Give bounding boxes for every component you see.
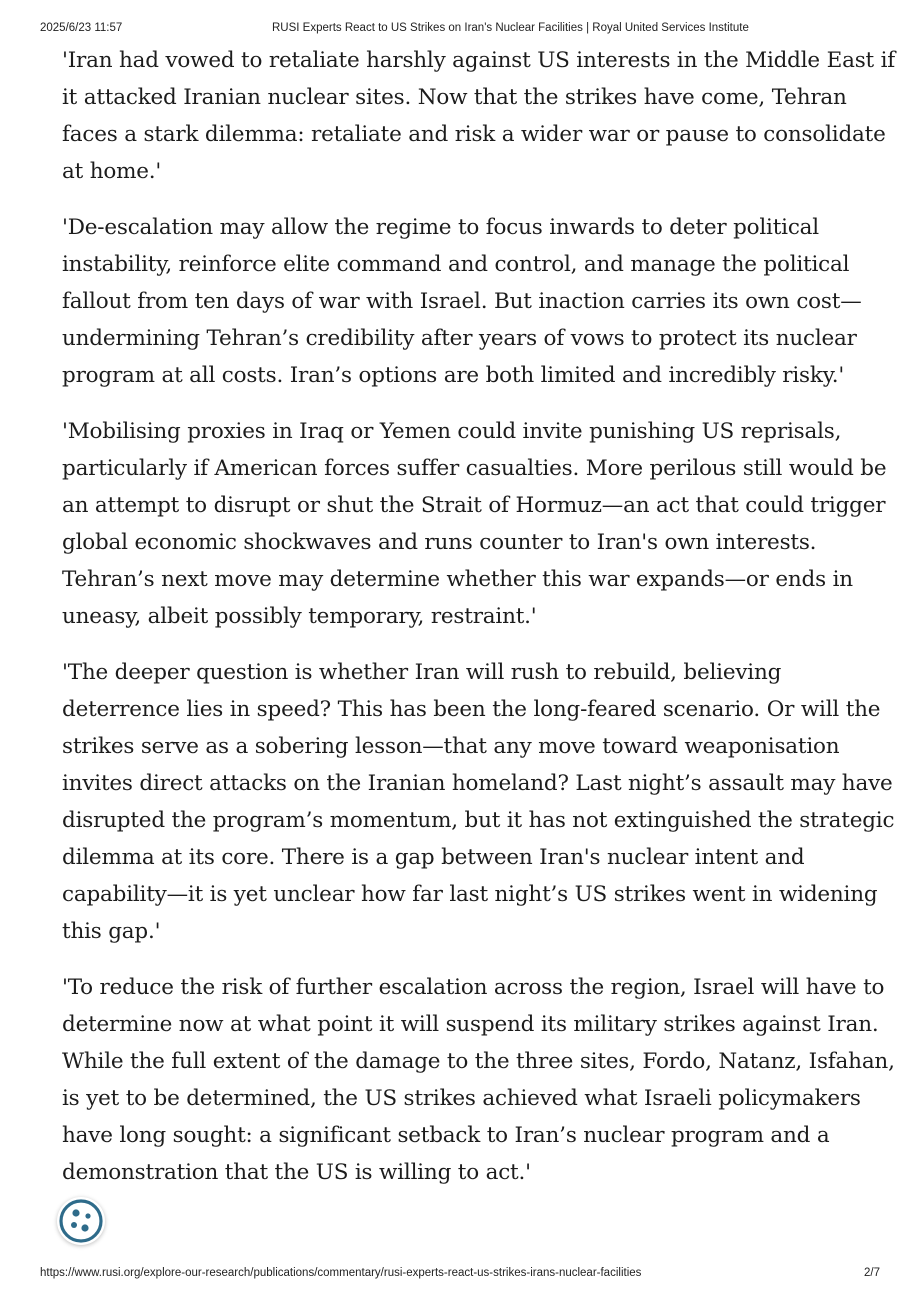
paragraph-line: have long sought: a significant setback to Iran’s nuclear program and a: [62, 1123, 830, 1148]
paragraph-line: 'Iran had vowed to retaliate harshly against US interests in the Middle East if: [62, 48, 896, 73]
print-footer: [40, 1267, 880, 1283]
paragraph-line: this gap.': [62, 919, 161, 944]
paragraph-line: capability—it is yet unclear how far last night’s US strikes went in widening: [62, 882, 878, 907]
print-page-number: 2/7: [864, 1267, 880, 1279]
paragraph-line: 'De-escalation may allow the regime to focus inwards to deter political: [62, 215, 819, 240]
paragraph-line: invites direct attacks on the Iranian homeland? Last night’s assault may have: [62, 771, 893, 796]
paragraph-line: instability, reinforce elite command and control, and manage the political: [62, 252, 850, 277]
paragraph-line: Tehran’s next move may determine whether this war expands—or ends in: [62, 567, 853, 592]
paragraph-line: 'The deeper question is whether Iran will rush to rebuild, believing: [62, 660, 782, 685]
article-paragraph: [62, 209, 862, 394]
paragraph-line: 'To reduce the risk of further escalation across the region, Israel will have to: [62, 975, 885, 1000]
print-page-title: RUSI Experts React to US Strikes on Iran's Nuclear Facilities | Royal United Services Institute: [272, 22, 749, 34]
cookie-settings-button[interactable]: [57, 1197, 105, 1245]
paragraph-line: deterrence lies in speed? This has been the long-feared scenario. Or will the: [62, 697, 881, 722]
article-body: [62, 42, 896, 1210]
paragraph-line: program at all costs. Iran’s options are both limited and incredibly risky.': [62, 363, 845, 388]
paragraph-line: disrupted the program’s momentum, but it has not extinguished the strategic: [62, 808, 895, 833]
paragraph-line: faces a stark dilemma: retaliate and risk a wider war or pause to consolidate: [62, 122, 886, 147]
paragraph-line: determine now at what point it will suspend its military strikes against Iran.: [62, 1012, 879, 1037]
paragraph-line: it attacked Iranian nuclear sites. Now that the strikes have come, Tehran: [62, 85, 847, 110]
paragraph-line: global economic shockwaves and runs counter to Iran's own interests.: [62, 530, 817, 555]
print-header: [40, 22, 880, 38]
paragraph-line: uneasy, albeit possibly temporary, restraint.': [62, 604, 537, 629]
paragraph-line: 'Mobilising proxies in Iraq or Yemen could invite punishing US reprisals,: [62, 419, 842, 444]
paragraph-line: fallout from ten days of war with Israel. But inaction carries its own cost—: [62, 289, 862, 314]
paragraph-line: dilemma at its core. There is a gap between Iran's nuclear intent and: [62, 845, 805, 870]
paragraph-line: an attempt to disrupt or shut the Strait of Hormuz—an act that could trigger: [62, 493, 886, 518]
paragraph-line: undermining Tehran’s credibility after years of vows to protect its nuclear: [62, 326, 857, 351]
cookie-settings-icon: [57, 1197, 105, 1245]
article-paragraph: [62, 969, 895, 1191]
paragraph-line: strikes serve as a sobering lesson—that any move toward weaponisation: [62, 734, 840, 759]
article-paragraph: [62, 42, 896, 190]
paragraph-line: is yet to be determined, the US strikes achieved what Israeli policymakers: [62, 1086, 861, 1111]
print-timestamp: 2025/6/23 11:57: [40, 22, 123, 34]
article-paragraph: [62, 413, 887, 635]
paragraph-line: at home.': [62, 159, 162, 184]
article-paragraph: [62, 654, 895, 950]
print-page-url: https://www.rusi.org/explore-our-research/publications/commentary/rusi-experts-react-us-strikes-irans-nuclear-facilities: [40, 1267, 642, 1279]
paragraph-line: particularly if American forces suffer casualties. More perilous still would be: [62, 456, 887, 481]
paragraph-line: While the full extent of the damage to the three sites, Fordo, Natanz, Isfahan,: [62, 1049, 895, 1074]
paragraph-line: demonstration that the US is willing to act.': [62, 1160, 531, 1185]
